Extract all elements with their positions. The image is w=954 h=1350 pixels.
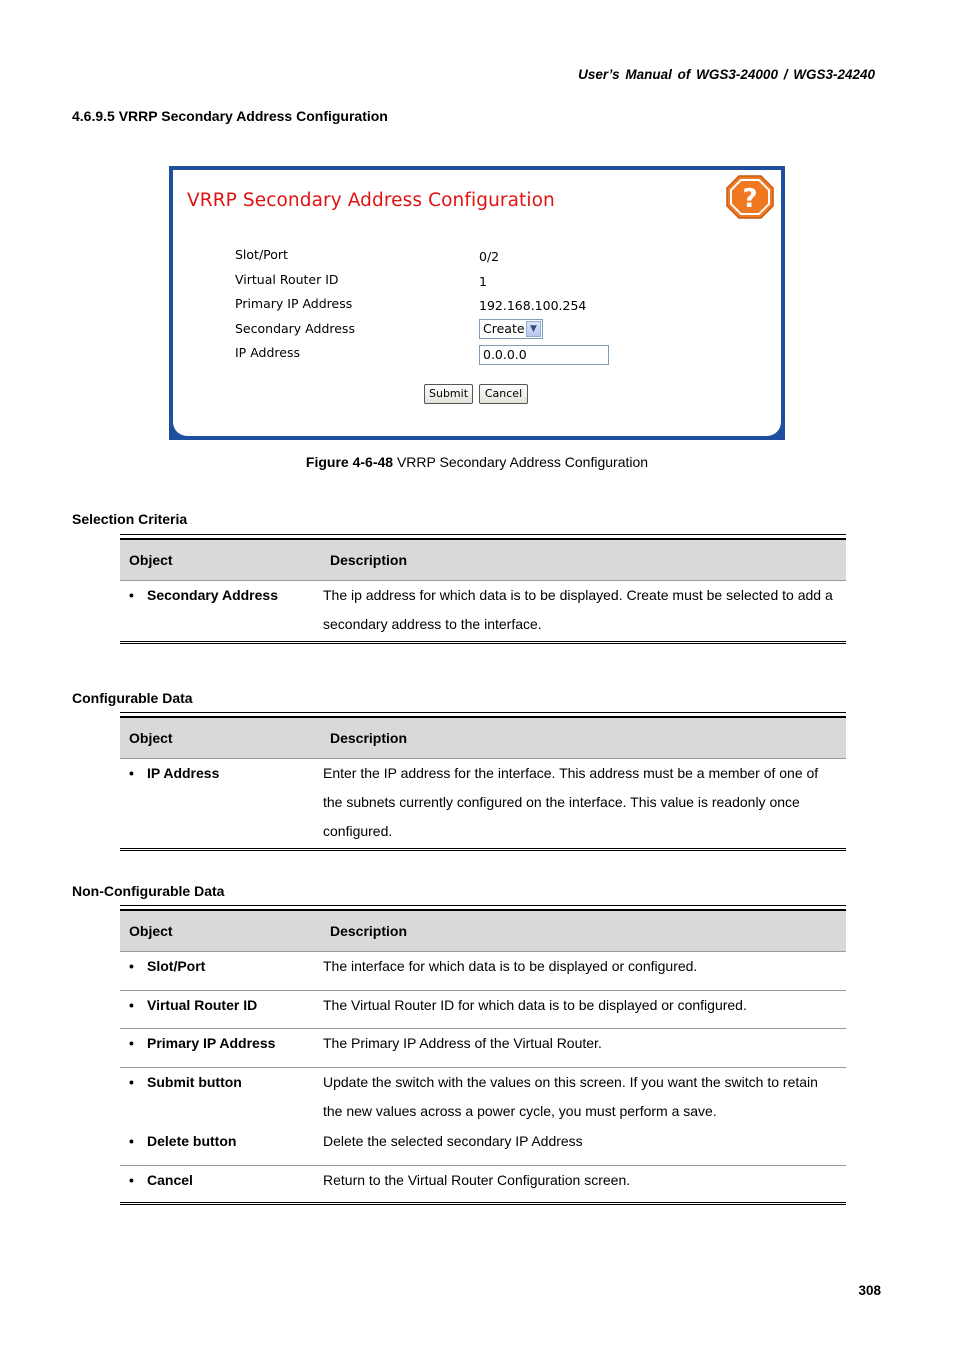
configurable-data-heading: Configurable Data bbox=[72, 690, 193, 706]
configurable-data-table bbox=[120, 712, 846, 851]
non-configurable-data-table bbox=[120, 905, 846, 1205]
running-header: User’s Manual of WGS3-24000 / WGS3-24240 bbox=[578, 67, 875, 82]
table-row: • Delete button Delete the selected secondary IP Address bbox=[120, 1127, 846, 1166]
description-cell: The Virtual Router ID for which data is to be displayed or configured. bbox=[314, 991, 846, 1029]
object-cell: Secondary Address bbox=[147, 587, 278, 603]
screenshot-title: VRRP Secondary Address Configuration bbox=[187, 190, 555, 211]
ip-address-label: IP Address bbox=[235, 345, 300, 360]
non-configurable-data-heading: Non-Configurable Data bbox=[72, 883, 225, 899]
table-row: • Submit button Update the switch with the values on this screen. If you want the switch to retain the new values across a power cycle, you must perform a save. bbox=[120, 1068, 846, 1127]
description-cell: The Primary IP Address of the Virtual Router. bbox=[314, 1029, 846, 1068]
page-number: 308 bbox=[858, 1283, 881, 1298]
table-row: • Secondary Address The ip address for which data is to be displayed. Create must be selected to add a secondary address to the interface. bbox=[120, 581, 846, 643]
section-heading: 4.6.9.5 VRRP Secondary Address Configuration bbox=[72, 108, 388, 124]
object-cell: IP Address bbox=[147, 765, 220, 781]
selection-criteria-heading: Selection Criteria bbox=[72, 511, 188, 527]
cancel-button[interactable]: Cancel bbox=[479, 384, 528, 404]
selection-criteria-table bbox=[120, 534, 846, 644]
submit-button[interactable]: Submit bbox=[424, 384, 473, 404]
virtual-router-id-label: Virtual Router ID bbox=[235, 272, 339, 287]
description-header: Description bbox=[314, 910, 846, 952]
ip-address-input[interactable]: 0.0.0.0 bbox=[479, 345, 609, 365]
description-header: Description bbox=[314, 539, 846, 581]
figure-caption-text: VRRP Secondary Address Configuration bbox=[396, 454, 649, 470]
table-header-row bbox=[120, 910, 846, 952]
primary-ip-label: Primary IP Address bbox=[235, 296, 353, 311]
table-row: • IP Address Enter the IP address for the interface. This address must be a member of one of the subnets currently configured on the interface. This value is readonly once configured. bbox=[120, 759, 846, 850]
secondary-address-label: Secondary Address bbox=[235, 321, 355, 336]
object-cell: Slot/Port bbox=[147, 958, 206, 974]
table-row: • Cancel Return to the Virtual Router Configuration screen. bbox=[120, 1166, 846, 1204]
chevron-down-icon[interactable]: ▼ bbox=[526, 321, 541, 337]
slot-port-label: Slot/Port bbox=[235, 247, 288, 262]
object-cell: Submit button bbox=[147, 1074, 242, 1090]
secondary-address-selected: Create bbox=[483, 321, 525, 336]
description-cell: Update the switch with the values on this screen. If you want the switch to retain the new values across a power cycle, you must perform a save. bbox=[314, 1068, 846, 1127]
object-header: Object bbox=[120, 910, 314, 952]
description-header: Description bbox=[314, 717, 846, 759]
description-cell: Delete the selected secondary IP Address bbox=[323, 1132, 583, 1149]
table-header-row bbox=[120, 717, 846, 759]
virtual-router-id-value: 1 bbox=[479, 274, 487, 289]
screenshot-panel bbox=[173, 170, 781, 436]
object-cell: Cancel bbox=[147, 1172, 193, 1188]
object-cell: Virtual Router ID bbox=[147, 997, 258, 1013]
slot-port-value: 0/2 bbox=[479, 249, 500, 264]
table-row: • Slot/Port The interface for which data is to be displayed or configured. bbox=[120, 952, 846, 991]
secondary-address-select[interactable] bbox=[479, 319, 543, 339]
description-cell: The interface for which data is to be displayed or configured. bbox=[314, 952, 846, 991]
figure-caption-number: Figure 4-6-48 bbox=[305, 454, 394, 470]
object-cell: Primary IP Address bbox=[147, 1035, 276, 1051]
description-cell: Enter the IP address for the interface. This address must be a member of one of the subnets currently configured on the interface. This value is readonly once configured. bbox=[314, 759, 846, 850]
object-header: Object bbox=[120, 539, 314, 581]
screenshot-figure bbox=[169, 166, 785, 440]
description-cell: The ip address for which data is to be displayed. Create must be selected to add a secondary address to the interface. bbox=[314, 581, 846, 643]
svg-text:?: ? bbox=[742, 184, 758, 214]
object-cell: Delete button bbox=[147, 1132, 237, 1149]
description-cell: Return to the Virtual Router Configuration screen. bbox=[314, 1166, 846, 1204]
figure-caption bbox=[0, 454, 954, 470]
table-row: • Primary IP Address The Primary IP Address of the Virtual Router. bbox=[120, 1029, 846, 1068]
table-header-row bbox=[120, 539, 846, 581]
help-question-icon[interactable] bbox=[725, 174, 775, 220]
object-header: Object bbox=[120, 717, 314, 759]
table-row: • Virtual Router ID The Virtual Router ID for which data is to be displayed or configured. bbox=[120, 991, 846, 1029]
primary-ip-value: 192.168.100.254 bbox=[479, 298, 587, 313]
